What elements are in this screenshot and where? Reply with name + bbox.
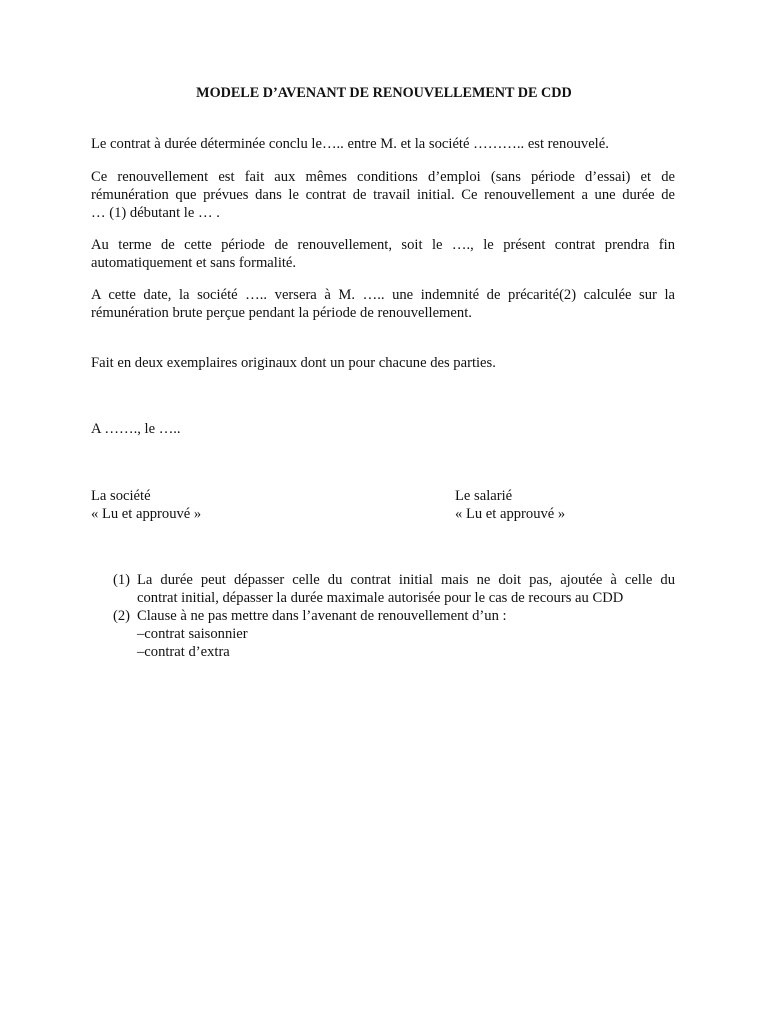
footnote-text <box>137 607 675 661</box>
paragraph-line: A cette date, la société ….. versera à M. ….. une indemnité de précarité(2) calculée sur la <box>91 287 675 303</box>
signature-block-company <box>91 487 201 523</box>
footnote-1 <box>113 571 675 607</box>
paragraph-end-of-term <box>91 236 675 272</box>
paragraph-line: rémunération que prévues dans le contrat de travail initial. Ce renouvellement a une durée de <box>91 187 675 203</box>
footnote-line: contrat initial, dépasser la durée maximale autorisée pour le cas de recours au CDD <box>137 590 624 606</box>
paragraph-line: … (1) débutant le … . <box>91 205 220 221</box>
footnote-subitem: –contrat saisonnier <box>137 626 248 642</box>
document-title: MODELE D’AVENANT DE RENOUVELLEMENT DE CDD <box>196 85 572 101</box>
footnote-line: Clause à ne pas mettre dans l’avenant de renouvellement d’un : <box>137 608 507 624</box>
footnote-number: (1) <box>113 572 131 588</box>
footnote-text <box>137 571 675 607</box>
paragraph-line: automatiquement et sans formalité. <box>91 255 297 271</box>
paragraph-precarity-indemnity <box>91 286 675 322</box>
paragraph-line: rémunération brute perçue pendant la période de renouvellement. <box>91 305 472 321</box>
footnotes <box>113 571 675 661</box>
paragraph-renewal-conditions <box>91 168 675 222</box>
footnote-line: La durée peut dépasser celle du contrat initial mais ne doit pas, ajoutée à celle du <box>137 572 675 588</box>
paragraph-copies: Fait en deux exemplaires originaux dont un pour chacune des parties. <box>91 355 496 371</box>
signature-mention: « Lu et approuvé » <box>455 506 566 522</box>
signature-party-label: Le salarié <box>455 488 513 504</box>
signature-party-label: La société <box>91 488 151 504</box>
signature-block-employee <box>455 487 565 523</box>
place-date-line: A ……., le ….. <box>91 421 181 437</box>
footnote-subitem: –contrat d’extra <box>137 644 230 660</box>
footnote-2 <box>113 607 675 661</box>
paragraph-line: Ce renouvellement est fait aux mêmes conditions d’emploi (sans période d’essai) et de <box>91 169 675 185</box>
signature-mention: « Lu et approuvé » <box>91 506 202 522</box>
footnote-number: (2) <box>113 608 131 624</box>
paragraph-line: Au terme de cette période de renouvellement, soit le …., le présent contrat prendra fin <box>91 237 675 253</box>
paragraph-contract-renewed: Le contrat à durée déterminée conclu le….. entre M. et la société ……….. est renouvelé. <box>91 136 609 152</box>
